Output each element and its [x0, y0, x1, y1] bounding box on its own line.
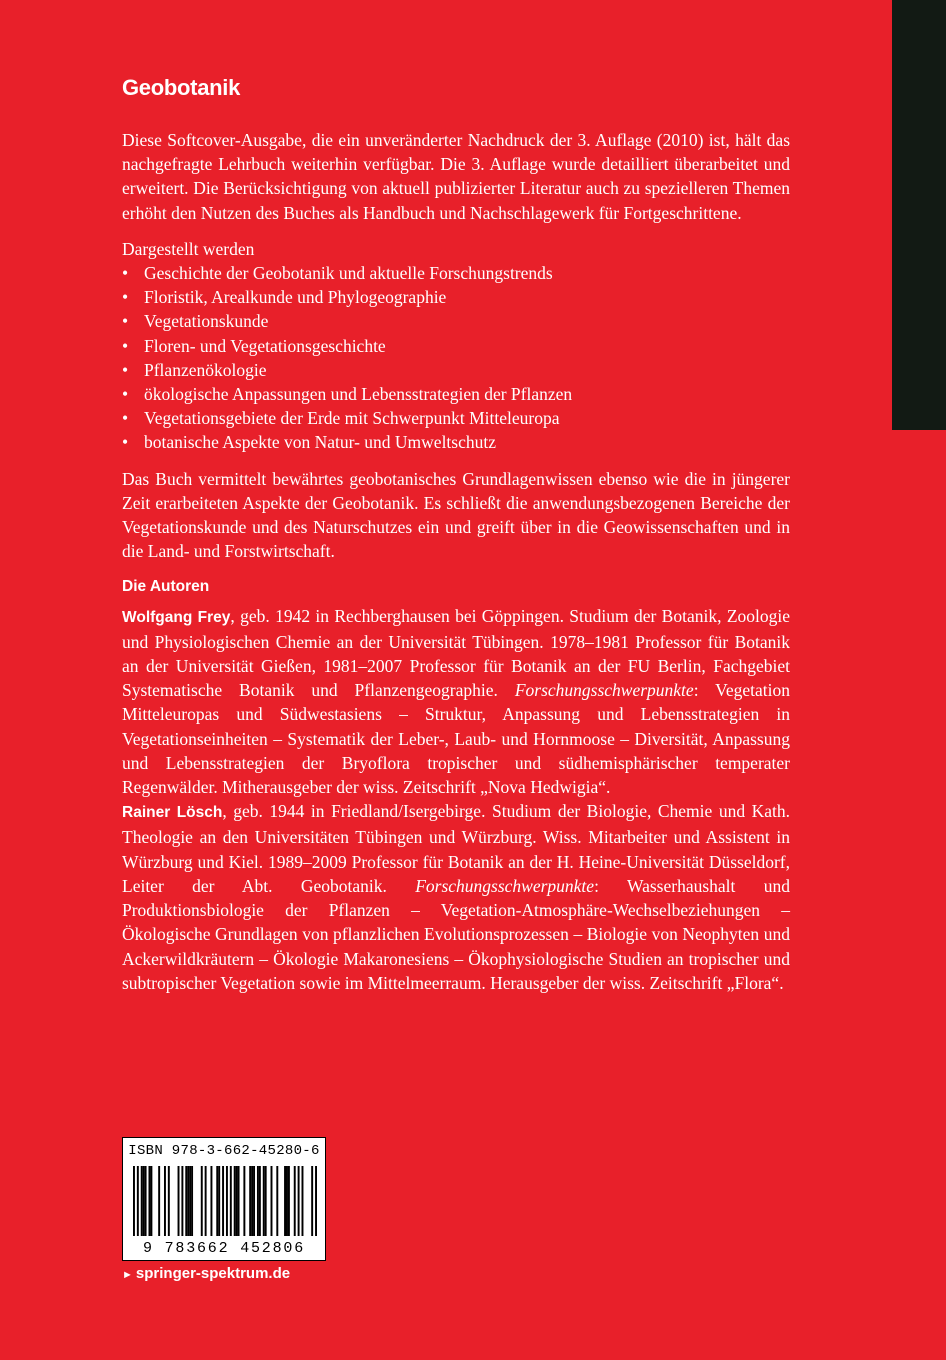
isbn-label: ISBN 978-3-662-45280-6: [128, 1143, 320, 1159]
book-title: Geobotanik: [122, 75, 241, 100]
author-bio-text: , geb. 1944 in Friedland/Isergebirge. Studium der Biologie, Chemie und Kath. Theologie an den Universitäten Tübingen und Würzburg. Wiss. Mitarbeiter und Assistent in Würzburg und Kiel. 1989–2009 Professor für Botanik an der H. Heine-Universität Düsseldorf, Leiter der Abt. Geobotanik.: [122, 801, 790, 896]
research-focus-label: Forschungsschwerpunkte: [415, 875, 595, 896]
author-bio-text: , geb. 1942 in Rechberghausen bei Göppingen. Studium der Botanik, Zoologie und Physiologischen Chemie an der Universität Tübingen. 1978–1981 Professor für Botanik an der Universität Gießen, 1981–2007 Professor für Botanik an der FU Berlin, Fachgebiet Systematische Botanik und Pflanzengeographie.: [122, 605, 790, 701]
topic-item: • Floren- und Vegetationsgeschichte: [122, 334, 790, 358]
barcode-bar: [218, 1166, 220, 1236]
barcode-bar: [298, 1166, 300, 1236]
barcode-bar: [189, 1166, 191, 1236]
barcode-bar: [315, 1166, 317, 1236]
barcode-bar: [249, 1166, 251, 1236]
barcode-bar: [226, 1166, 228, 1236]
barcode-bar: [259, 1166, 261, 1236]
dark-edge-bar: [892, 0, 946, 430]
barcode-bar: [236, 1166, 238, 1236]
barcode-bar: [187, 1166, 189, 1236]
topic-item: • ökologische Anpassungen und Lebensstrategien der Pflanzen: [122, 382, 790, 406]
barcode-bar: [253, 1166, 255, 1236]
author-bio-text: : Vegetation Mitteleuropas und Südwestasiens – Struktur, Anpassung und Lebensstrategien in Vegetationseinheiten – Systematik der Leber-, Laub- und Hornmoose – Diversität, Anpassung und Lebensstrategien der Bryoflora tropischer und südhemisphärischer temperater Regenwälder. Mitherausgeber der wiss. Zeitschrift „Nova Hedwigia“.: [122, 680, 790, 798]
author-bio-text: : Wasserhaushalt und Produktionsbiologie der Pflanzen – Vegetation-Atmosphäre-Wechselbeziehungen – Ökologische Grundlagen von pflanzlichen Evolutionsprozessen – Biologie von Neophyten und Ackerwildkräutern – Ökologie Makaronesiens – Ökophysiologische Studien an tropischer und subtropischer Vegetation sowie im Mittelmeerraum. Herausgeber der wiss. Zeitschrift „Flora“.: [122, 875, 790, 993]
topics-list: [122, 261, 790, 455]
back-cover-text: [122, 74, 790, 995]
barcode-bar: [164, 1166, 166, 1236]
barcode-bar: [251, 1166, 253, 1236]
author-bio-loesch: [122, 799, 790, 995]
barcode-bar: [257, 1166, 259, 1236]
summary-paragraph: Das Buch vermittelt bewährtes geobotanisches Grundlagenwissen ebenso wie die in jüngerer Zeit erarbeiteten Aspekte der Geobotanik. Es schließt die anwendungsbezogenen Bereiche der Vegetationskunde und des Naturschutzes ein und greift über in die Geowissenschaften und in die Land- und Forstwirtschaft.: [122, 468, 790, 562]
barcode-bar: [143, 1166, 145, 1236]
barcode-bar: [210, 1166, 212, 1236]
barcode-bar: [141, 1166, 143, 1236]
author-name: Wolfgang Frey: [122, 608, 231, 626]
barcode-bar: [230, 1166, 232, 1236]
barcode-bar: [263, 1166, 265, 1236]
topics-intro: Dargestellt werden: [122, 238, 255, 259]
barcode-bar: [288, 1166, 290, 1236]
barcode-bar: [234, 1166, 236, 1236]
barcode-bar: [185, 1166, 187, 1236]
barcode-bar: [276, 1166, 278, 1236]
arrow-icon: ►: [122, 1269, 133, 1281]
barcode-bar: [302, 1166, 304, 1236]
barcode-bar: [222, 1166, 224, 1236]
barcode-bar: [286, 1166, 288, 1236]
barcode-bar: [311, 1166, 313, 1236]
topic-item: • botanische Aspekte von Natur- und Umweltschutz: [122, 430, 790, 454]
barcode-bars: [133, 1166, 317, 1236]
topic-item: • Vegetationsgebiete der Erde mit Schwerpunkt Mitteleuropa: [122, 406, 790, 430]
publisher-link[interactable]: [122, 1265, 290, 1282]
topic-item: • Floristik, Arealkunde und Phylogeographie: [122, 285, 790, 309]
topic-item: • Geschichte der Geobotanik und aktuelle Forschungstrends: [122, 261, 790, 285]
author-name: Rainer Lösch: [122, 804, 223, 822]
barcode-bar: [205, 1166, 207, 1236]
barcode-bar: [133, 1166, 135, 1236]
barcode-bar: [158, 1166, 160, 1236]
barcode-bar: [148, 1166, 150, 1236]
barcode-bar: [181, 1166, 183, 1236]
topic-item: • Pflanzenökologie: [122, 358, 790, 382]
barcode-bar: [178, 1166, 180, 1236]
authors-heading: Die Autoren: [122, 578, 210, 596]
barcode-bar: [243, 1166, 245, 1236]
author-bio-frey: [122, 604, 790, 800]
barcode-bar: [284, 1166, 286, 1236]
barcode-bar: [265, 1166, 267, 1236]
isbn-barcode: [122, 1137, 326, 1261]
publisher-url: springer-spektrum.de: [135, 1265, 291, 1282]
intro-paragraph: Diese Softcover-Ausgabe, die ein unveränderter Nachdruck der 3. Auflage (2010) ist, hält das nachgefragte Lehrbuch weiterhin verfügbar. Die 3. Auflage wurde detailliert überarbeitet und erweitert. Die Berücksichtigung von aktuell publizierter Literatur auch zu spezielleren Themen erhöht den Nutzen des Buches als Handbuch und Nachschlagewerk für Fortgeschrittene.: [122, 130, 790, 223]
barcode-bar: [145, 1166, 147, 1236]
barcode-bar: [137, 1166, 139, 1236]
topic-item: • Vegetationskunde: [122, 309, 790, 333]
barcode-bar: [150, 1166, 152, 1236]
barcode-digits: 9 783662 452806: [142, 1240, 306, 1257]
barcode-bar: [238, 1166, 240, 1236]
barcode-bar: [294, 1166, 296, 1236]
barcode-bar: [168, 1166, 170, 1236]
barcode-bar: [201, 1166, 203, 1236]
barcode-bar: [191, 1166, 193, 1236]
barcode-bar: [271, 1166, 273, 1236]
research-focus-label: Forschungsschwerpunkte: [514, 680, 694, 701]
barcode-bar: [216, 1166, 218, 1236]
